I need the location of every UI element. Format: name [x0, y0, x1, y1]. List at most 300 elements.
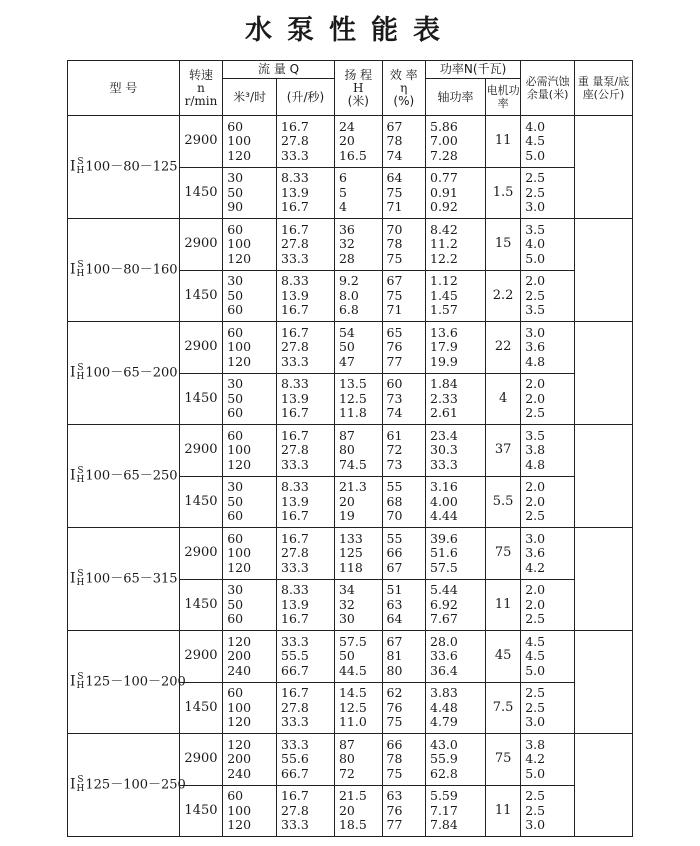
- shaft-power-value: 5.59: [430, 788, 458, 803]
- model-code: 100－80－160: [85, 262, 178, 278]
- npsh-value: 2.5: [525, 170, 546, 185]
- flow-ls-value: 33.3: [281, 250, 309, 266]
- flow-ls-value: 13.9: [281, 287, 309, 303]
- efficiency-value: 71: [386, 302, 403, 317]
- model-cell: [68, 734, 186, 837]
- model-prefix: I: [70, 673, 76, 690]
- model-code: 100－65－250: [85, 468, 178, 484]
- head-cell: [334, 528, 382, 580]
- model-code: 100－65－315: [85, 571, 178, 587]
- npsh-cell: [521, 476, 575, 528]
- shaft-power-value: 39.6: [430, 530, 458, 546]
- flow-m3-value: 60: [227, 221, 244, 237]
- header-model: 型 号: [68, 61, 180, 116]
- npsh-cell: [521, 682, 575, 734]
- flow-m3-value: 100: [227, 133, 252, 148]
- model-cell: [68, 425, 180, 528]
- flow-m3-value: 30: [227, 376, 244, 391]
- flow-m3-value: 50: [227, 287, 244, 303]
- flow-m3-cell: [223, 631, 277, 683]
- shaft-power-value: 55.9: [430, 751, 458, 766]
- model-code: 100－65－200: [85, 365, 178, 381]
- efficiency-value: 66: [386, 545, 403, 560]
- shaft-power-value: 5.86: [430, 118, 458, 134]
- shaft-power-value: 28.0: [430, 633, 458, 649]
- flow-ls-value: 33.3: [281, 633, 309, 649]
- shaft-power-value: 1.45: [430, 287, 458, 303]
- speed-cell: 1450: [179, 682, 222, 734]
- head-value: 87: [338, 736, 355, 752]
- weight-cell: [574, 219, 632, 322]
- flow-m3-cell: [223, 167, 277, 219]
- shaft-power-value: 7.84: [430, 817, 458, 832]
- shaft-power-value: 1.84: [430, 376, 458, 391]
- flow-m3-value: 120: [227, 736, 252, 752]
- model-cell: [68, 322, 180, 425]
- speed-cell: 2900: [179, 425, 222, 477]
- header-flow: 流 量 Q: [223, 61, 335, 79]
- head-value: 6.8: [338, 302, 359, 317]
- weight-cell: [574, 116, 632, 219]
- speed-cell: 2900: [179, 116, 222, 168]
- flow-ls-value: 13.9: [281, 184, 309, 200]
- flow-ls-value: 33.3: [281, 817, 309, 832]
- npsh-value: 4.8: [525, 353, 546, 369]
- efficiency-value: 78: [386, 751, 403, 766]
- npsh-cell: [521, 579, 575, 631]
- efficiency-cell: [382, 631, 425, 683]
- header-flow-ls: (升/秒): [277, 79, 335, 116]
- flow-m3-value: 50: [227, 596, 244, 612]
- flow-ls-value: 16.7: [281, 685, 309, 700]
- efficiency-value: 76: [386, 699, 403, 715]
- npsh-cell: [521, 116, 575, 168]
- shaft-power-value: 11.2: [430, 236, 458, 251]
- flow-ls-value: 16.7: [281, 118, 309, 134]
- head-value: 50: [338, 648, 355, 663]
- npsh-value: 2.5: [525, 287, 546, 303]
- flow-ls-value: 33.3: [281, 714, 309, 729]
- flow-ls-cell: [277, 373, 335, 425]
- shaft-power-cell: [426, 167, 486, 219]
- head-value: 74.5: [338, 456, 367, 472]
- flow-ls-value: 16.7: [281, 221, 309, 237]
- shaft-power-value: 2.61: [430, 405, 458, 420]
- shaft-power-cell: [426, 476, 486, 528]
- efficiency-value: 72: [386, 442, 403, 457]
- header-shaft-power: 轴功率: [426, 79, 486, 116]
- flow-m3-value: 30: [227, 273, 244, 288]
- motor-power-cell: 75: [486, 734, 521, 786]
- shaft-power-value: 33.6: [430, 648, 458, 663]
- flow-ls-value: 16.7: [281, 427, 309, 443]
- flow-ls-value: 55.5: [281, 648, 309, 663]
- npsh-value: 3.6: [525, 339, 546, 354]
- flow-ls-value: 33.3: [281, 147, 309, 163]
- head-cell: [334, 734, 382, 786]
- efficiency-cell: [382, 734, 425, 786]
- head-cell: [334, 116, 382, 168]
- efficiency-value: 77: [386, 817, 403, 832]
- header-speed-unit: r/min: [184, 93, 218, 108]
- flow-m3-value: 60: [227, 685, 244, 700]
- npsh-value: 3.5: [525, 427, 546, 443]
- shaft-power-cell: [426, 373, 486, 425]
- npsh-value: 3.0: [525, 199, 546, 214]
- shaft-power-cell: [426, 734, 486, 786]
- head-value: 6: [338, 170, 347, 185]
- flow-m3-value: 100: [227, 442, 252, 457]
- flow-ls-cell: [277, 167, 335, 219]
- flow-m3-value: 30: [227, 170, 244, 185]
- npsh-value: 2.0: [525, 493, 546, 509]
- flow-m3-value: 60: [227, 324, 244, 340]
- flow-m3-value: 120: [227, 456, 252, 472]
- head-value: 28: [338, 250, 355, 266]
- header-efficiency-label: 效 率: [389, 67, 418, 82]
- npsh-cell: [521, 425, 575, 477]
- head-value: 12.5: [338, 699, 367, 715]
- flow-m3-cell: [223, 682, 277, 734]
- model-cell: [68, 528, 180, 631]
- flow-ls-value: 16.7: [281, 302, 309, 317]
- flow-m3-value: 100: [227, 236, 252, 251]
- head-value: 18.5: [338, 817, 367, 832]
- npsh-cell: [521, 270, 575, 322]
- flow-m3-value: 50: [227, 390, 244, 406]
- flow-m3-value: 90: [227, 199, 244, 214]
- flow-m3-cell: [223, 373, 277, 425]
- flow-ls-value: 55.6: [281, 751, 309, 766]
- efficiency-value: 64: [386, 611, 403, 626]
- flow-m3-value: 100: [227, 545, 252, 560]
- flow-m3-cell: [223, 476, 277, 528]
- flow-m3-value: 60: [227, 427, 244, 443]
- efficiency-value: 78: [386, 133, 403, 148]
- npsh-value: 2.0: [525, 273, 546, 288]
- shaft-power-value: 36.4: [430, 662, 458, 678]
- model-superscript: S: [77, 775, 84, 785]
- table-row: [68, 219, 633, 271]
- flow-m3-value: 60: [227, 302, 244, 317]
- flow-m3-cell: [223, 425, 277, 477]
- efficiency-value: 75: [386, 765, 403, 781]
- head-cell: [334, 425, 382, 477]
- efficiency-value: 73: [386, 456, 403, 472]
- efficiency-value: 75: [386, 714, 403, 729]
- head-value: 54: [338, 324, 355, 340]
- flow-m3-value: 100: [227, 802, 252, 818]
- flow-ls-value: 27.8: [281, 545, 309, 560]
- shaft-power-value: 3.16: [430, 479, 458, 494]
- npsh-value: 3.8: [525, 736, 546, 752]
- flow-m3-value: 30: [227, 582, 244, 597]
- motor-power-cell: 37: [486, 425, 521, 477]
- shaft-power-value: 7.00: [430, 133, 458, 148]
- efficiency-cell: [382, 322, 425, 374]
- efficiency-cell: [382, 579, 425, 631]
- header-efficiency: [382, 61, 425, 116]
- npsh-value: 3.0: [525, 324, 546, 340]
- efficiency-value: 73: [386, 390, 403, 406]
- npsh-value: 2.5: [525, 788, 546, 803]
- head-value: 87: [338, 427, 355, 443]
- motor-power-cell: 1.5: [486, 167, 521, 219]
- npsh-value: 2.0: [525, 596, 546, 612]
- flow-ls-value: 27.8: [281, 339, 309, 354]
- model-prefix: I: [70, 158, 76, 175]
- flow-ls-value: 13.9: [281, 390, 309, 406]
- flow-ls-value: 16.7: [281, 199, 309, 214]
- flow-m3-value: 60: [227, 530, 244, 546]
- weight-cell: [574, 322, 632, 425]
- model-subscript: H: [76, 681, 85, 691]
- shaft-power-cell: [426, 270, 486, 322]
- npsh-value: 2.5: [525, 685, 546, 700]
- npsh-value: 4.0: [525, 236, 546, 251]
- npsh-value: 4.2: [525, 559, 546, 575]
- speed-cell: 1450: [179, 167, 222, 219]
- flow-ls-value: 13.9: [281, 596, 309, 612]
- flow-ls-value: 27.8: [281, 802, 309, 818]
- header-npsh: 必需汽蚀余量(米): [521, 61, 575, 116]
- npsh-cell: [521, 167, 575, 219]
- head-cell: [334, 785, 382, 837]
- header-efficiency-symbol: η: [400, 80, 408, 95]
- flow-ls-value: 66.7: [281, 765, 309, 781]
- head-value: 12.5: [338, 390, 367, 406]
- shaft-power-value: 62.8: [430, 765, 458, 781]
- efficiency-value: 62: [386, 685, 403, 700]
- motor-power-cell: 11: [486, 579, 521, 631]
- shaft-power-value: 4.48: [430, 699, 458, 715]
- npsh-value: 2.5: [525, 699, 546, 715]
- flow-ls-value: 33.3: [281, 559, 309, 575]
- speed-cell: 2900: [179, 734, 222, 786]
- model-subscript: H: [76, 578, 85, 588]
- speed-cell: 1450: [179, 785, 222, 837]
- efficiency-value: 76: [386, 339, 403, 354]
- efficiency-value: 65: [386, 324, 403, 340]
- flow-m3-value: 60: [227, 405, 244, 420]
- flow-ls-value: 8.33: [281, 582, 309, 597]
- efficiency-value: 66: [386, 736, 403, 752]
- head-value: 34: [338, 582, 355, 597]
- efficiency-cell: [382, 425, 425, 477]
- model-prefix: I: [70, 261, 76, 278]
- head-value: 32: [338, 596, 355, 612]
- table-body: [68, 116, 633, 837]
- header-speed-label: 转速: [188, 67, 213, 82]
- npsh-value: 2.0: [525, 390, 546, 406]
- head-value: 5: [338, 184, 347, 200]
- efficiency-cell: [382, 528, 425, 580]
- shaft-power-value: 13.6: [430, 324, 458, 340]
- flow-m3-value: 30: [227, 479, 244, 494]
- efficiency-cell: [382, 219, 425, 271]
- efficiency-value: 63: [386, 596, 403, 612]
- head-value: 9.2: [338, 273, 359, 288]
- efficiency-value: 71: [386, 199, 403, 214]
- flow-m3-cell: [223, 579, 277, 631]
- flow-ls-value: 8.33: [281, 273, 309, 288]
- flow-m3-value: 120: [227, 147, 252, 163]
- shaft-power-value: 1.57: [430, 302, 458, 317]
- shaft-power-value: 33.3: [430, 456, 458, 472]
- header-head: [334, 61, 382, 116]
- model-superscript: S: [77, 260, 84, 270]
- npsh-value: 4.0: [525, 118, 546, 134]
- efficiency-value: 60: [386, 376, 403, 391]
- head-value: 72: [338, 765, 355, 781]
- npsh-value: 2.0: [525, 582, 546, 597]
- flow-ls-cell: [277, 785, 335, 837]
- shaft-power-value: 4.44: [430, 508, 458, 523]
- head-value: 118: [338, 559, 363, 575]
- weight-cell: [574, 528, 632, 631]
- flow-m3-value: 200: [227, 751, 252, 766]
- model-subscript-stack: [77, 261, 85, 279]
- model-prefix: I: [70, 364, 76, 381]
- header-head-unit: (米): [347, 93, 369, 108]
- speed-cell: 1450: [179, 476, 222, 528]
- flow-ls-value: 33.3: [281, 456, 309, 472]
- npsh-value: 3.6: [525, 545, 546, 560]
- flow-m3-value: 50: [227, 493, 244, 509]
- efficiency-value: 74: [386, 405, 403, 420]
- table-row: [68, 425, 633, 477]
- header-head-label: 扬 程: [344, 67, 373, 82]
- head-value: 36: [338, 221, 355, 237]
- model-subscript: H: [76, 784, 85, 794]
- header-power: 功率N(千瓦): [426, 61, 521, 79]
- flow-ls-value: 16.7: [281, 788, 309, 803]
- model-superscript: S: [77, 363, 84, 373]
- shaft-power-value: 4.79: [430, 714, 458, 729]
- npsh-cell: [521, 734, 575, 786]
- efficiency-value: 67: [386, 559, 403, 575]
- flow-m3-value: 200: [227, 648, 252, 663]
- flow-ls-cell: [277, 579, 335, 631]
- flow-ls-cell: [277, 322, 335, 374]
- head-value: 20: [338, 802, 355, 818]
- head-value: 4: [338, 199, 347, 214]
- model-cell: [68, 116, 180, 219]
- model-subscript: H: [76, 269, 85, 279]
- speed-cell: 1450: [179, 373, 222, 425]
- flow-m3-value: 240: [227, 765, 252, 781]
- flow-ls-cell: [277, 116, 335, 168]
- npsh-value: 3.5: [525, 302, 546, 317]
- head-value: 11.8: [338, 405, 367, 420]
- model-prefix: I: [70, 776, 76, 793]
- head-value: 11.0: [338, 714, 367, 729]
- efficiency-value: 75: [386, 250, 403, 266]
- flow-ls-cell: [277, 682, 335, 734]
- model-code: 125－100－200: [85, 674, 186, 690]
- flow-ls-cell: [277, 425, 335, 477]
- motor-power-cell: 22: [486, 322, 521, 374]
- shaft-power-value: 7.28: [430, 147, 458, 163]
- flow-m3-value: 60: [227, 508, 244, 523]
- head-value: 24: [338, 118, 355, 134]
- model-cell: [68, 631, 186, 734]
- shaft-power-value: 5.44: [430, 582, 458, 597]
- npsh-cell: [521, 219, 575, 271]
- efficiency-cell: [382, 785, 425, 837]
- head-value: 50: [338, 339, 355, 354]
- efficiency-cell: [382, 167, 425, 219]
- npsh-value: 2.5: [525, 611, 546, 626]
- npsh-value: 3.0: [525, 817, 546, 832]
- motor-power-cell: 7.5: [486, 682, 521, 734]
- shaft-power-value: 23.4: [430, 427, 458, 443]
- flow-m3-value: 120: [227, 817, 252, 832]
- shaft-power-value: 51.6: [430, 545, 458, 560]
- model-superscript: S: [77, 569, 84, 579]
- efficiency-cell: [382, 270, 425, 322]
- flow-m3-value: 60: [227, 611, 244, 626]
- speed-cell: 1450: [179, 270, 222, 322]
- flow-ls-value: 33.3: [281, 736, 309, 752]
- efficiency-value: 80: [386, 662, 403, 678]
- efficiency-value: 76: [386, 802, 403, 818]
- shaft-power-value: 2.33: [430, 390, 458, 406]
- shaft-power-value: 12.2: [430, 250, 458, 266]
- flow-m3-value: 120: [227, 353, 252, 369]
- header-weight: 重 量泵/底座(公斤): [574, 61, 632, 116]
- npsh-value: 3.5: [525, 221, 546, 237]
- motor-power-cell: 2.2: [486, 270, 521, 322]
- npsh-value: 2.5: [525, 405, 546, 420]
- shaft-power-value: 4.00: [430, 493, 458, 509]
- efficiency-value: 67: [386, 118, 403, 134]
- head-cell: [334, 631, 382, 683]
- efficiency-value: 55: [386, 479, 403, 494]
- head-value: 20: [338, 493, 355, 509]
- efficiency-value: 67: [386, 273, 403, 288]
- head-value: 20: [338, 133, 355, 148]
- head-cell: [334, 322, 382, 374]
- flow-ls-value: 27.8: [281, 236, 309, 251]
- head-value: 14.5: [338, 685, 367, 700]
- npsh-cell: [521, 322, 575, 374]
- model-code: 100－80－125: [85, 159, 178, 175]
- model-subscript: H: [76, 372, 85, 382]
- shaft-power-value: 8.42: [430, 221, 458, 237]
- head-cell: [334, 682, 382, 734]
- shaft-power-cell: [426, 219, 486, 271]
- head-value: 80: [338, 442, 355, 457]
- motor-power-cell: 11: [486, 116, 521, 168]
- motor-power-cell: 4: [486, 373, 521, 425]
- model-subscript-stack: [77, 776, 85, 794]
- table-row: [68, 734, 633, 786]
- flow-m3-value: 100: [227, 339, 252, 354]
- npsh-cell: [521, 528, 575, 580]
- model-subscript-stack: [77, 467, 85, 485]
- flow-m3-cell: [223, 322, 277, 374]
- flow-m3-value: 240: [227, 662, 252, 678]
- flow-m3-cell: [223, 528, 277, 580]
- efficiency-value: 70: [386, 221, 403, 237]
- shaft-power-value: 6.92: [430, 596, 458, 612]
- head-value: 133: [338, 530, 363, 546]
- flow-m3-cell: [223, 270, 277, 322]
- flow-ls-value: 13.9: [281, 493, 309, 509]
- flow-m3-value: 120: [227, 559, 252, 575]
- npsh-value: 5.0: [525, 765, 546, 781]
